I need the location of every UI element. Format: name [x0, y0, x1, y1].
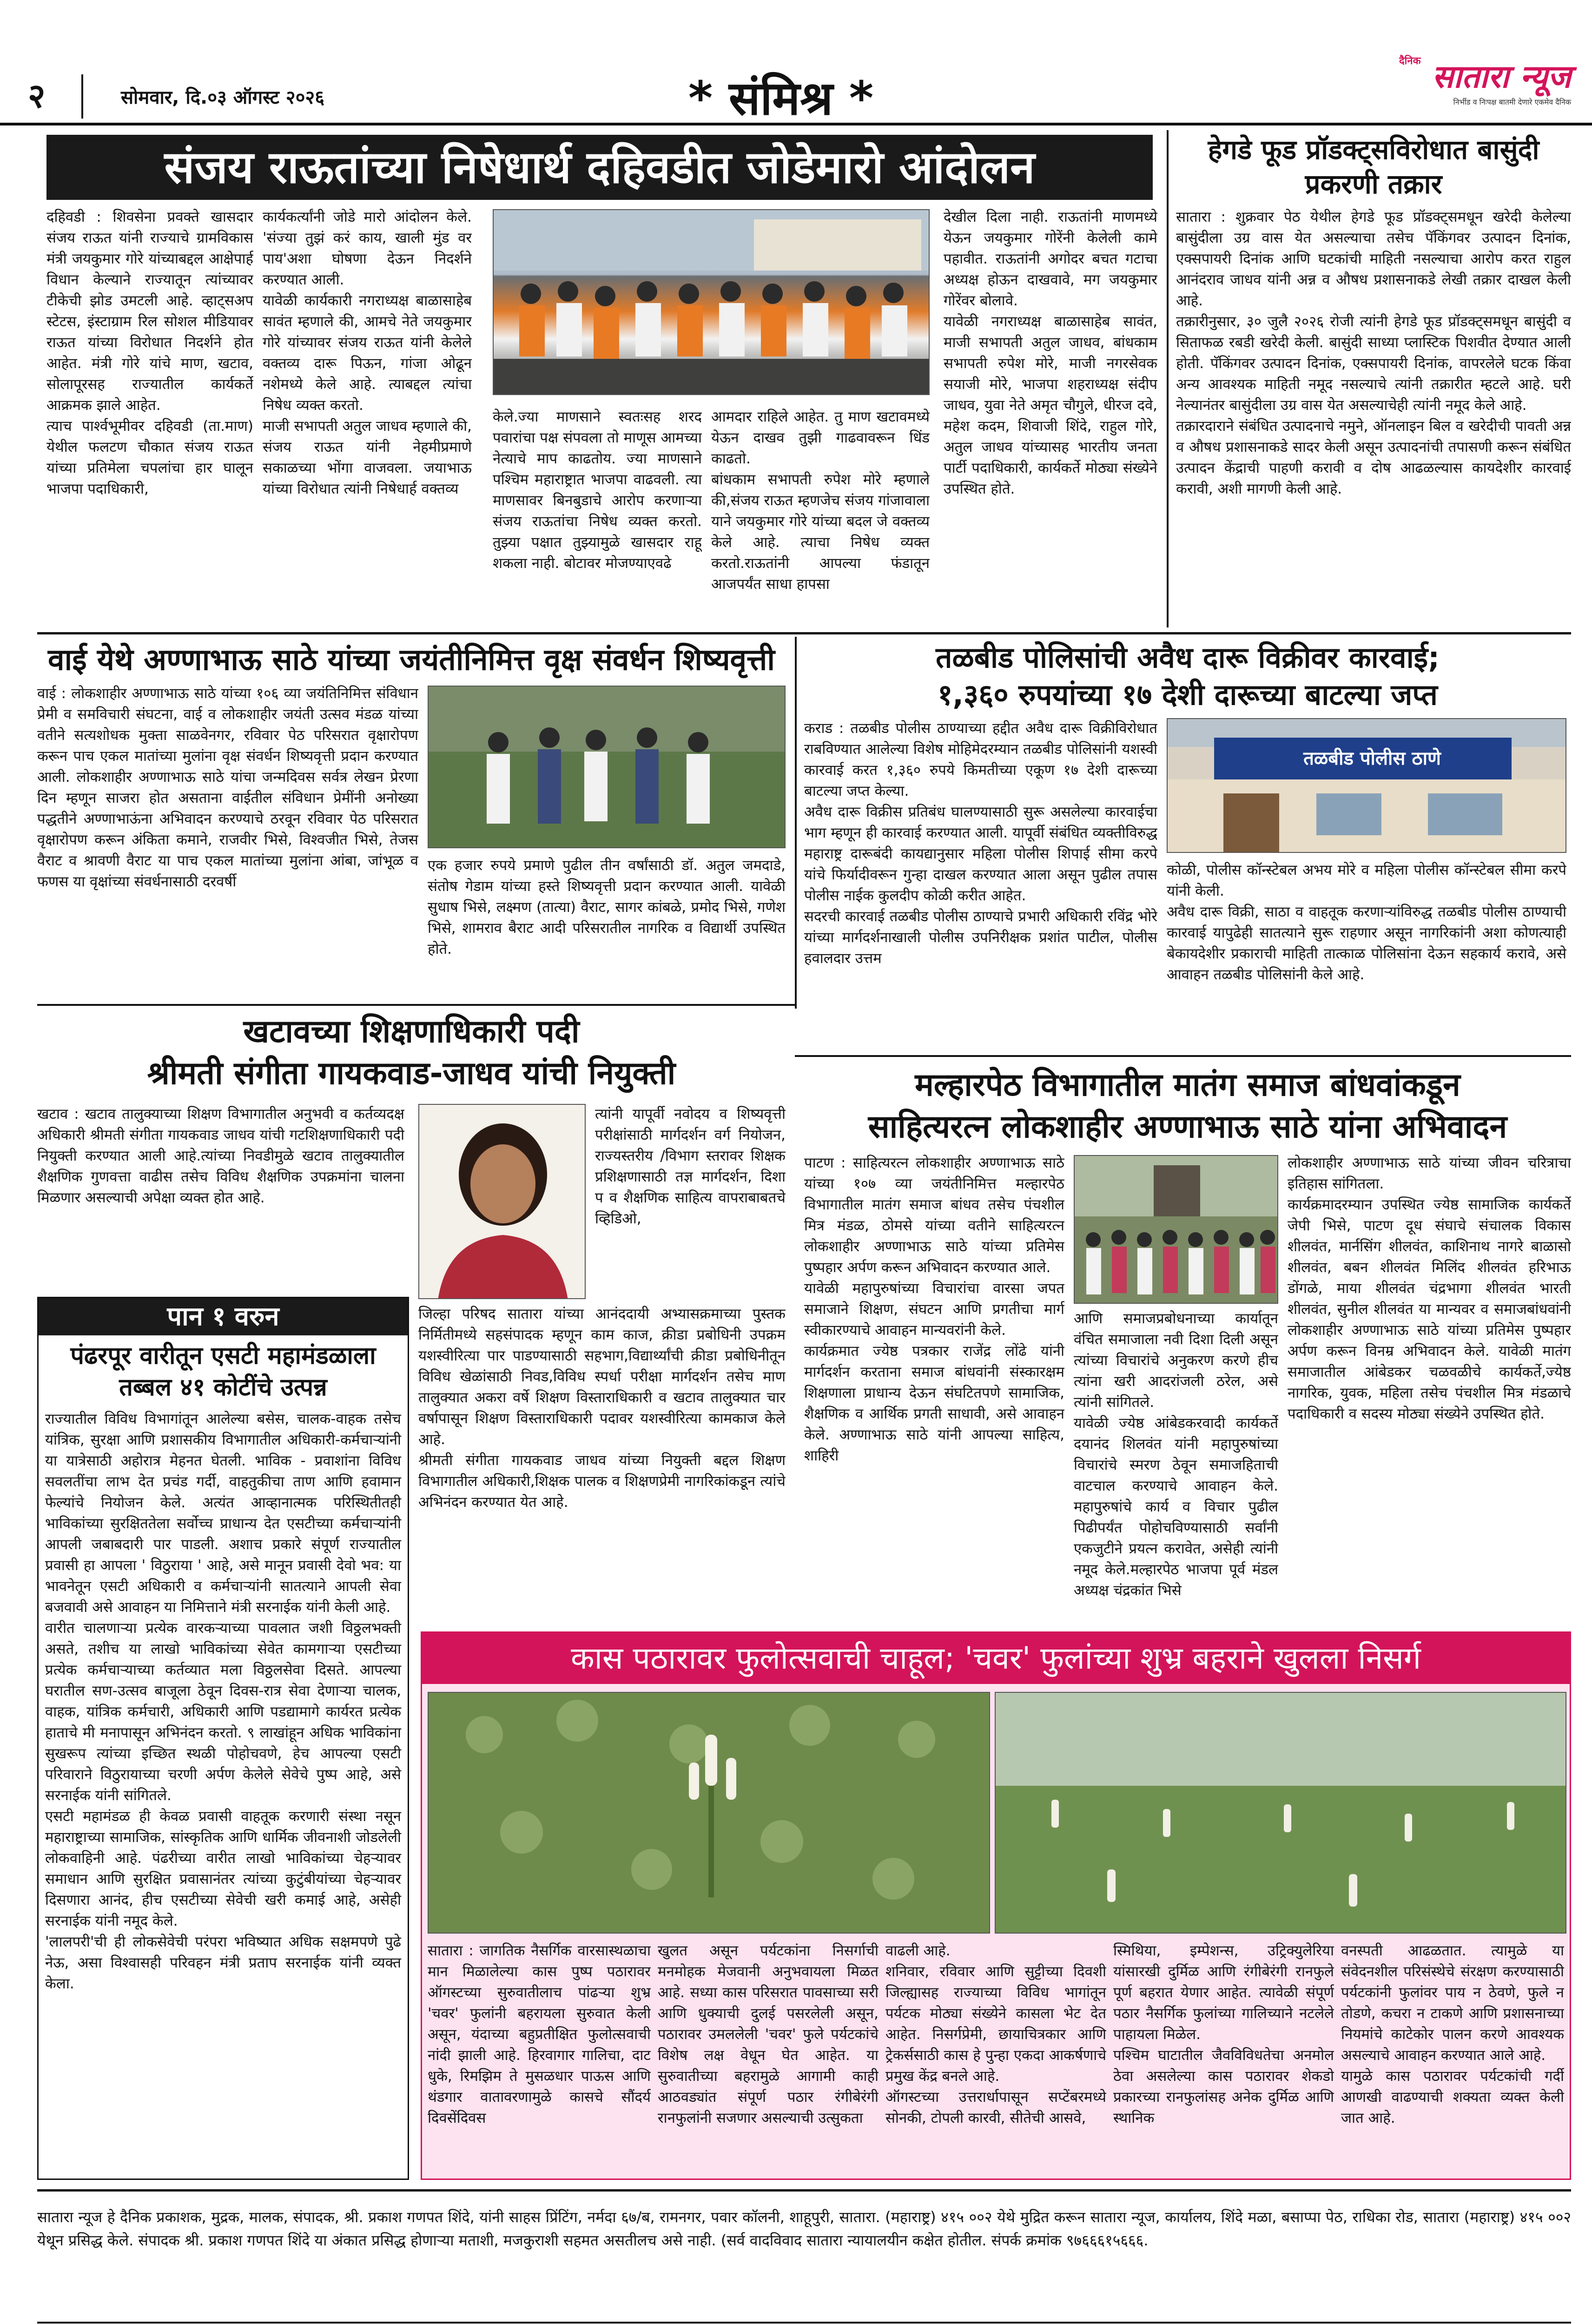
article-3-col-2: एक हजार रुपये प्रमाणे पुढील तीन वर्षांसाठी डॉ. अतुल जमदाडे, संतोष गेडाम यांच्या हस्ते शिष्यवृत्ती प्रदान करण्यात आली. यावेळी सुधाष भिसे, लक्ष्मण (तात्या) वैराट, सागर कांबळे, प्रमोद भिसे, गणेश भिसे, शामराव बैराट आदी परिसरातील नागरिक व विद्यार्थी उपस्थित होते. [428, 857, 786, 957]
article-1-col-1: दहिवडी : शिवसेना प्रवक्ते खासदार संजय राऊत यांनी राज्याचे ग्रामविकास मंत्री जयकुमार गोरे यांच्याबद्दल आक्षेपार्ह विधान केल्याने राज्यातून त्यांच्यावर टीकेची झोड उमटली आहे. व्हाट्सअप स्टेटस, इंस्टाग्राम रिल सोशल मीडियावर राऊत यांच्या विरोधात निदर्शने होत आहेत. मंत्री गोरे यांचे माण, खटाव, सोलापूरसह राज्यातील कार्यकर्ते आक्रमक झाले आहेत. त्याच पार्श्वभूमीवर दहिवडी (ता.माण) येथील फलटण चौकात संजय राऊत यांच्या प्रतिमेला चपलांचा हार घालून भाजपा पदाधिकारी, [46, 209, 253, 497]
article-6-col-1: पाटण : साहित्यरत्न लोकशाहीर अण्णाभाऊ साठे यांच्या १०७ व्या जयंतीनिमित्त मल्हारपेठ विभागातील मातंग समाज बांधव तसेच पंचशील मित्र मंडळ, ठोमसे यांच्या वतीने साहित्यरत्न लोकशाहीर अण्णाभाऊ साठे यांच्या प्रतिमेस पुष्पहार अर्पण करून अभिवादन करण्यात आले. यावेळी महापुरुषांच्या विचारांचा वारसा जपत समाजाने शिक्षण, संघटन आणि प्रगतीचा मार्ग स्वीकारण्याचे आवाहन मान्यवरांनी केले. कार्यक्रमात ज्येष्ठ पत्रकार राजेंद्र लोंढे यांनी मार्गदर्शन करताना समाज बांधवांनी संस्कारक्षम शिक्षणाला प्राधान्य देऊन संघटितपणे सामाजिक, शैक्षणिक व आर्थिक प्रगती साधावी, असे आवाहन केले. अण्णाभाऊ साठे यांनी आपल्या साहित्य, शाहिरी [804, 1155, 1064, 1464]
article-1-headline: संजय राऊतांच्या निषेधार्थ दहिवडीत जोडेमारो आंदोलन [46, 135, 1153, 200]
article-7-photo-left [428, 1692, 990, 1934]
imprint-marathi: सातारा न्यूज हे दैनिक प्रकाशक, मुद्रक, मालक, संपादक, श्री. प्रकाश गणपत शिंदे, यांनी साहस प्रिंटिंग, नर्मदा ६७/ब, रामनगर, पवार कॉलनी, शाहूपुरी, सातारा. (महाराष्ट्र) ४१५ ००२ येथे मुद्रित करून सातारा न्यूज, कार्यालय, शिंदे मळा, बसाप्पा पेठ, राधिका रोड, सातारा (महाराष्ट्र) ४१५ ००२ येथून प्रसिद्ध केले. संपादक श्री. प्रकाश गणपत शिंदे या अंकात प्रसिद्ध होणाऱ्या मताशी, मजकुराशी सहमत असतीलच असे नाही. (सर्व वादविवाद सातारा न्यायालयीन कक्षेत होतील. संपर्क क्रमांक ९७६६६१५६६६. [37, 2208, 1571, 2249]
officer-portrait-image [419, 1105, 586, 1299]
article-2-headline: हेगडे फूड प्रॉडक्ट्सविरोधात बासुंदी प्रकरणी तक्रार [1208, 134, 1539, 200]
logo-tagline: निर्भीड व निःपक्ष बातमी देणारे एकमेव दैनिक [1453, 98, 1571, 106]
article-4-headline-1: तळबीड पोलिसांची अवैध दारू विक्रीवर कारवाई; [936, 640, 1440, 674]
continuation-body: राज्यातील विविध विभागांतून आलेल्या बसेस, चालक-वाहक तसेच यांत्रिक, सुरक्षा आणि प्रशासकीय विभागातील अधिकारी-कर्मचाऱ्यांनी या यात्रेसाठी अहोरात्र मेहनत घेतली. भाविक - प्रवाशांना विविध सवलतींचा लाभ देत प्रचंड गर्दी, वाहतुकीचा ताण आणि हवामान फेल्यांचे नियोजन केले. अत्यंत आव्हानात्मक परिस्थितीतही भाविकांच्या सुरक्षिततेला सर्वोच्च प्राधान्य देत एसटीच्या कर्मचाऱ्यांनी आपली जबाबदारी पार पाडली. अशाच प्रकारे संपूर्ण राज्यातील प्रवासी हा आपला ' विठुराया ' आहे, असे मानून प्रवासी देवो भव: या भावनेतून एसटी अधिकारी व कर्मचाऱ्यांनी सातत्याने आपली सेवा बजवावी असे आवाहन या निमित्ताने मंत्री सरनाईक यांनी केली आहे. वारीत चालणाऱ्या प्रत्येक वारकऱ्याच्या पावलात जशी विठ्ठलभक्ती असते, तशीच या लाखो भाविकांच्या सेवेत कामगाऱ्या एसटीच्या प्रत्येक कर्मचाऱ्याच्या कर्तव्यात मला विठ्ठलसेवा दिसते. आपल्या घरातील सण-उत्सव बाजूला ठेवून दिवस-रात्र सेवा देणाऱ्या चालक, वाहक, यांत्रिक कर्मचारी, अधिकारी आणि पडद्यामागे कार्यरत प्रत्येक हाताचे मी मनापासून अभिनंदन करतो. ९ लाखांहून अधिक भाविकांना सुखरूप त्यांच्या इच्छित स्थळी पोहोचवणे, हेच आपल्या एसटी परिवाराने विठुरायाच्या चरणी अर्पण केलेले सेवेचे पुष्प आहे, असे सरनाईक यांनी सांगितले. एसटी महामंडळ ही केवळ प्रवासी वाहतूक करणारी संस्था नसून महाराष्ट्राच्या सामाजिक, सांस्कृतिक आणि धार्मिक जीवनाशी जोडलेली लोकवाहिनी आहे. पंढरीच्या वारीत लाखो भाविकांच्या चेहऱ्यावर समाधान आणि सुरक्षित प्रवासानंतर त्यांच्या कुटुंबीयांच्या चेहऱ्यावर दिसणारा आनंद, हीच एसटीच्या सेवेची खरी कमाई आहे, असेही सरनाईक यांनी नमूद केले. 'लालपरी'ची ही लोकसेवेची परंपरा भविष्यात अधिक सक्षमपणे पुढे नेऊ, असा विश्वासही परिवहन मंत्री प्रताप सरनाईक यांनी व्यक्त केला. [45, 1411, 401, 1992]
article-7-col-5: वनस्पती आढळतात. त्यामुळे या संवेदनशील परिसंस्थेचे संरक्षण करण्यासाठी पर्यटकांनी फुलांवर पाय न ठेवणे, फुले न तोडणे, कचरा न टाकणे आणि प्रशासनाच्या नियमांचे काटेकोर पालन करणे आवश्यक असल्याचे आवाहन करण्यात आले आहे. यामुळे कास पठारावर पर्यटकांची गर्दी आणखी वाढण्याची शक्यता व्यक्त केली जात आहे. [1341, 1942, 1564, 2126]
article-7-headline: कास पठारावर फुलोत्सवाची चाहूल; 'चवर' फुलांच्या शुभ्र बहराने खुलला निसर्ग [422, 1633, 1570, 1684]
tree-plantation-image [429, 687, 786, 848]
newspaper-logo [1329, 53, 1571, 119]
article-6-headline-2: साहित्यरत्न लोकशाहीर अण्णाभाऊ साठे यांना अभिवादन [868, 1109, 1507, 1145]
article-3-col-1: वाई : लोकशाहीर अण्णाभाऊ साठे यांच्या १०६ व्या जयंतिनिमित्त संविधान प्रेमी व समविचारी संघटना, वाई व लोकशाहीर जयंती उत्सव मंडळ यांच्या वतीने सत्यशोधक मुक्ता साळवेनगर, रविवार पेठ परिसरात वृक्षारोपण करून पाच एकल मातांच्या मुलांना वृक्ष संवर्धन शिष्यवृत्ती प्रदान करण्यात आली. लोकशाहीर अण्णाभाऊ साठे यांचा जन्मदिवस सर्वत्र लेखन प्रेरणा दिन म्हणून साजरा होत असताना वाईतील संविधान प्रेमींनी अनोख्या पद्धतीने अण्णाभाऊंना अभिवादन करण्याचे ठरवून रविवार पेठ परिसरात वृक्षारोपण करून अंकिता कमाने, राजवीर भिसे, विश्वजीत भिसे, तेजस वैराट व श्रावणी वैराट या पाच एकल मातांच्या मुलांना आंबा, जांभूळ व फणस या वृक्षांच्या संवर्धनासाठी दरवर्षी [37, 685, 418, 890]
article-2-body: सातारा : शुक्रवार पेठ येथील हेगडे फूड प्रॉडक्ट्समधून खरेदी केलेल्या बासुंदीला उग्र वास येत असल्याचा तसेच पॅकिंगवर उत्पादन दिनांक, एक्सपायरी दिनांक आणि घटकांची माहिती नसल्याचा आरोप करत राहुल आनंदराव जाधव यांनी अन्न व औषध प्रशासनाकडे लेखी तक्रार दाखल केली आहे. तक्रारीनुसार, ३० जुलै २०२६ रोजी त्यांनी हेगडे फूड प्रॉडक्ट्समधून बासुंदी व सिताफळ रबडी खरेदी केली. बासुंदी साध्या प्लास्टिक पिशवीत देण्यात आली होती. पॅकिंगवर उत्पादन दिनांक, एक्सपायरी दिनांक, वापरलेले घटक किंवा अन्य आवश्यक माहिती नमूद नसल्याचे त्यांनी तक्रारीत म्हटले आहे. घरी नेल्यानंतर बासुंदीला उग्र वास येत असल्याचेही त्यांनी नमूद केले आहे. तक्रारदाराने संबंधित उत्पादनाचे नमुने, ऑनलाइन बिल व खरेदीची पावती अन्न व औषध प्रशासनाकडे सादर केली असून उत्पादनांची तपासणी करून संबंधित उत्पादन केंद्राची पाहणी करावी व दोष आढळल्यास कायदेशीर कारवाई करावी, अशी मागणी केली आहे. [1176, 209, 1571, 497]
article-7-col-2: खुलत असून पर्यटकांना निसर्गाची मनमोहक मेजवानी अनुभवायला मिळत आहे. सध्या कास परिसरात पावसाच्या सरी आणि धुक्याची दुलई पसरलेली असून, पठारावर उमललेली 'चवर' फुले पर्यटकांचे विशेष लक्ष वेधून घेत आहेत. या सुरुवातीच्या बहरामुळे आगामी काही आठवड्यांत संपूर्ण पठार रंगीबेरंगी रानफुलांनी सजणार असल्याची उत्सुकता [658, 1942, 879, 2126]
police-station-image [1168, 719, 1566, 853]
article-4-col-2: कोळी, पोलीस कॉन्स्टेबल अभय मोरे व महिला पोलीस कॉन्स्टेबल सीमा करपे यांनी केली. अवैध दारू विक्री, साठा व वाहतूक करणाऱ्यांविरुद्ध तळबीड पोलीस ठाण्याची कारवाई यापुढेही सातत्याने सुरू राहणार असून नागरिकांनी अशा कोणत्याही बेकायदेशीर प्रकाराची माहिती तात्काळ पोलिसांना देऊन सहकार्य करावे, असे आवाहन तळबीड पोलिसांनी केले आहे. [1167, 862, 1566, 983]
article-6-tribute-photo [1074, 1155, 1278, 1304]
continuation-headline-2: तब्बल ४१ कोटींचे उत्पन्न [119, 1373, 327, 1401]
article-3-headline: वाई येथे अण्णाभाऊ साठे यांच्या जयंतीनिमित्त वृक्ष संवर्धन शिष्यवृत्ती [48, 643, 775, 677]
logo-small: दैनिक [1399, 55, 1421, 67]
article-7-photo-right [995, 1692, 1566, 1934]
article-7-col-3: वाढली आहे. शनिवार, रविवार आणि सुट्टीच्या दिवशी जिल्ह्यासह राज्याच्या विविध भागांतून पर्यटक मोठ्या संख्येने कासला भेट देत आहेत. निसर्गप्रेमी, छायाचित्रकार आणि ट्रेकर्ससाठी कास हे पुन्हा एकदा आकर्षणाचे प्रमुख केंद्र बनले आहे. ऑगस्टच्या उत्तरार्धापासून सप्टेंबरमध्ये सोनकी, टोपली कारवी, सीतेची आसवे, [885, 1942, 1106, 2126]
article-5-headline-2: श्रीमती संगीता गायकवाड-जाधव यांची नियुक्ती [147, 1055, 676, 1092]
article-5-col-2: त्यांनी यापूर्वी नवोदय व शिष्यवृत्ती परीक्षांसाठी मार्गदर्शन वर्ग नियोजन, राज्यस्तरीय /विभाग स्तरावर शिक्षक प्रशिक्षणासाठी तज्ञ मार्गदर्शन, दिशा प व शैक्षणिक साहित्य वापराबाबतचे व्हिडिओ, [595, 1106, 786, 1227]
article-4-headline-2: १,३६० रुपयांच्या १७ देशी दारूच्या बाटल्या जप्त [938, 678, 1438, 712]
article-3-tree-photo [428, 686, 786, 848]
tribute-gathering-image [1075, 1156, 1278, 1304]
logo-text: सातारा न्यूज [1432, 59, 1571, 95]
article-1-protest-photo [493, 209, 930, 395]
police-station-sign: तळबीड पोलीस ठाणे [1303, 748, 1441, 769]
section-title: * संमिश्र * [688, 71, 874, 125]
page-number: २ [28, 76, 46, 115]
protest-crowd-image [494, 210, 930, 395]
article-7-col-4: स्मिथिया, इम्पेशन्स, उट्रिक्युलेरिया यांसारखी दुर्मिळ आणि रंगीबेरंगी रानफुले पूर्ण बहरात येणार आहेत. त्यावेळी संपूर्ण पठार नैसर्गिक फुलांच्या गालिच्याने नटलेले पाहायला मिळेल. पश्चिम घाटातील जैवविविधतेचा अनमोल ठेवा असलेल्या कास पठारावर शेकडो प्रकारच्या रानफुलांसह अनेक दुर्मिळ आणि स्थानिक [1113, 1942, 1334, 2126]
article-6-col-2: आणि समाजप्रबोधनाच्या कार्यातून वंचित समाजाला नवी दिशा दिली असून त्यांच्या विचारांचे अनुकरण करणे हीच त्यांना खरी आदरांजली ठरेल, असे त्यांनी सांगितले. यावेळी ज्येष्ठ आंबेडकरवादी कार्यकर्ते दयानंद शिलवंत यांनी महापुरुषांच्या विचारांचे स्मरण ठेवून समाजहिताची वाटचाल करण्याचे आवाहन केले. महापुरुषांचे कार्य व विचार पुढील पिढीपर्यंत पोहोचविण्यासाठी सर्वांनी एकजुटीने प्रयत्न करावेत, असेही त्यांनी नमूद केले.मल्हारपेठ भाजपा पूर्व मंडल अध्यक्ष चंद्रकांत भिसे [1074, 1310, 1278, 1599]
continuation-headline-1: पंढरपूर वारीतून एसटी महामंडळाला [70, 1342, 376, 1370]
article-5-headline-1: खटावच्या शिक्षणाधिकारी पदी [243, 1013, 580, 1050]
article-5-col-1: खटाव : खटाव तालुक्याच्या शिक्षण विभागातील अनुभवी व कर्तव्यदक्ष अधिकारी श्रीमती संगीता गायकवाड जाधव यांची गटशिक्षणाधिकारी पदी नियुक्ती करण्यात आली आहे.त्यांच्या निवडीमुळे खटाव तालुक्यातील शैक्षणिक गुणवत्ता वाढीस तसेच विविध शैक्षणिक उपक्रमांना चालना मिळणार असल्याची अपेक्षा व्यक्त होत आहे. [37, 1106, 404, 1206]
kaas-meadow-image [996, 1693, 1566, 1934]
date-line: सोमवार, दि.०३ ऑगस्ट २०२६ [121, 87, 325, 108]
article-5-portrait-photo [418, 1104, 586, 1299]
article-7-col-1: सातारा : जागतिक नैसर्गिक वारसास्थळाचा मान मिळालेल्या कास पुष्प पठारावर ऑगस्टच्या सुरुवातीलाच पांढऱ्या शुभ्र 'चवर' फुलांनी बहरायला सुरुवात केली असून, यंदाच्या बहुप्रतीक्षित फुलोत्सवाची नांदी झाली आहे. हिरवागार गालिचा, दाट धुके, रिमझिम ते मुसळधार पाऊस आणि थंडगार वातावरणामुळे कासचे सौंदर्य दिवसेंदिवस [428, 1942, 651, 2126]
article-4-col-1: कराड : तळबीड पोलीस ठाण्याच्या हद्दीत अवैध दारू विक्रीविरोधात राबविण्यात आलेल्या विशेष मोहिमेदरम्यान तळबीड पोलिसांनी यशस्वी कारवाई करत १,३६० रुपये किमतीच्या एकूण १७ देशी दारूच्या बाटल्या जप्त केल्या. अवैध दारू विक्रीस प्रतिबंध घालण्यासाठी सुरू असलेल्या कारवाईचा भाग म्हणून ही कारवाई करण्यात आली. यापूर्वी संबंधित व्यक्तीविरुद्ध महाराष्ट्र दारूबंदी कायद्यानुसार महिला पोलीस शिपाई सीमा करपे यांचे फिर्यादीवरून गुन्हा दाखल करण्यात आला असून पुढील तपास पोलीस नाईक कुलदीप कोळी करीत आहेत. सदरची कारवाई तळबीड पोलीस ठाण्याचे प्रभारी अधिकारी रविंद्र भोरे यांच्या मार्गदर्शनाखाली पोलीस उपनिरीक्षक प्रशांत पाटील, पोलीस हवालदार उत्तम [804, 720, 1157, 967]
article-5-col-3: जिल्हा परिषद सातारा यांच्या आनंददायी अभ्यासक्रमाच्या पुस्तक निर्मितीमध्ये सहसंपादक म्हणून काम काज, क्रीडा प्रबोधिनी उपक्रम यशस्वीरित्या पार पाडण्यासाठी सहभाग,विद्यार्थ्यांची क्रीडा प्रबोधिनीतून विविध खेळांसाठी निवड,विविध स्पर्धा परीक्षा मार्गदर्शन तसेच माण तालुक्यात अकरा वर्षे शिक्षण विस्ताराधिकारी व खटाव तालुक्यात चार वर्षापासून शिक्षण विस्ताराधिकारी पदावर यशस्वीरित्या कामकाज केले आहे. श्रीमती संगीता गायकवाड जाधव यांच्या नियुक्ती बद्दल शिक्षण विभागातील अधिकारी,शिक्षक पालक व शिक्षणप्रेमी नागरिकांकडून त्यांचे अभिनंदन करण्यात येत आहे. [418, 1306, 786, 1511]
article-6-col-3: लोकशाहीर अण्णाभाऊ साठे यांच्या जीवन चरित्राचा इतिहास सांगितला. कार्यक्रमादरम्यान उपस्थित ज्येष्ठ सामाजिक कार्यकर्ते जेपी भिसे, पाटण दूध संघाचे संचालक विकास शीलवंत, मार्नसिंग शीलवंत, काशिनाथ नागरे बाळासो शीलवंत, बबन शीलवंत मिलिंद शीलवंत हरिभाऊ डोंगळे, माया शीलवंत चंद्रभागा शीलवंत भारती शीलवंत, सुनील शीलवंत या मान्यवर व समाजबांधवांनी लोकशाहीर अण्णाभाऊ साठे यांच्या प्रतिमेस पुष्पहार अर्पण करून विनम्र अभिवादन केले. यावेळी मातंग समाजातील आंबेडकर चळवळीचे कार्यकर्ते,ज्येष्ठ नागरिक, युवक, महिला तसेच पंचशील मित्र मंडळाचे पदाधिकारी व सदस्य मोठ्या संख्येने उपस्थित होते. [1288, 1155, 1571, 1422]
kaas-plateau-flowers-image [429, 1693, 990, 1934]
article-1-col-4: आमदार राहिले आहेत. तु माण खटावमध्ये येऊन दाखव तुझी गाढवावरून धिंड काढतो. बांधकाम सभापती रुपेश मोरे म्हणाले की,संजय राऊत म्हणजेच संजय गांजावाला याने जयकुमार गोरे यांच्या बदल जे वक्तव्य केले आहे. त्याचा निषेध व्यक्त करतो.राऊतांनी आपल्या फंडातून आजपर्यंत साधा हापसा [711, 409, 930, 593]
masthead [0, 0, 1592, 125]
article-1-col-5: देखील दिला नाही. राऊतांनी माणमध्ये येऊन जयकुमार गोरेंनी केलेली कामे पहावीत. राऊतांनी अगोदर बचत गटाचा अध्यक्ष होऊन दाखवावे, मग जयकुमार गोरेंवर बोलावे. यावेळी नगराध्यक्ष बाळासाहेब सावंत, माजी सभापती अतुल जाधव, बांधकाम सभापती रुपेश मोरे, माजी नगरसेवक सयाजी मोरे, भाजपा शहराध्यक्ष संदीप जाधव, युवा नेते अमृत चौगुले, धीरज दवे, महेश कदम, शिवाजी शिंदे, राहुल गोरे, अतुल जाधव यांच्यासह भारतीय जनता पार्टी पदाधिकारी, कार्यकर्ते मोठ्या संख्येने उपस्थित होते. [944, 209, 1157, 497]
article-1-col-2: कार्यकर्त्यांनी जोडे मारो आंदोलन केले. 'संज्या तुझं करं काय, खाली मुंड वर पाय'अशा घोषणा देऊन निदर्शने करण्यात आली. यावेळी कार्यकारी नगराध्यक्ष बाळासाहेब सावंत म्हणाले की, आमचे नेते जयकुमार गोरे यांच्यावर संजय राऊत यांनी केलेले वक्तव्य दारू पिऊन, गांजा ओढून नशेमध्ये केले आहे. त्याबद्दल त्यांचा निषेध व्यक्त करतो. माजी सभापती अतुल जाधव म्हणाले की, संजय राऊत यांनी नेहमीप्रमाणे सकाळच्या भोंगा वाजवला. जयाभाऊ यांच्या विरोधात त्यांनी निषेधार्ह वक्तव्य [263, 209, 472, 497]
article-1-col-3: केले.ज्या माणसाने स्वतःसह शरद पवारांचा पक्ष संपवला तो माणूस आमच्या नेत्याचे माप काढतोय. ज्या माणसाने पश्चिम महाराष्ट्रात भाजपा वाढवली. त्या माणसावर बिनबुडाचे आरोप करणाऱ्या संजय राऊतांचा निषेध व्यक्त करतो. तुझ्या पक्षात तुझ्यामुळे खासदार राहू शकला नाही. बोटावर मोजण्याएवढे [493, 409, 702, 572]
continuation-box [37, 1297, 409, 2180]
article-4-police-station-photo [1167, 718, 1566, 853]
article-6-headline-1: मल्हारपेठ विभागातील मातंग समाज बांधवांकडून [915, 1067, 1460, 1103]
continuation-banner: पान १ वरुन [39, 1298, 408, 1335]
